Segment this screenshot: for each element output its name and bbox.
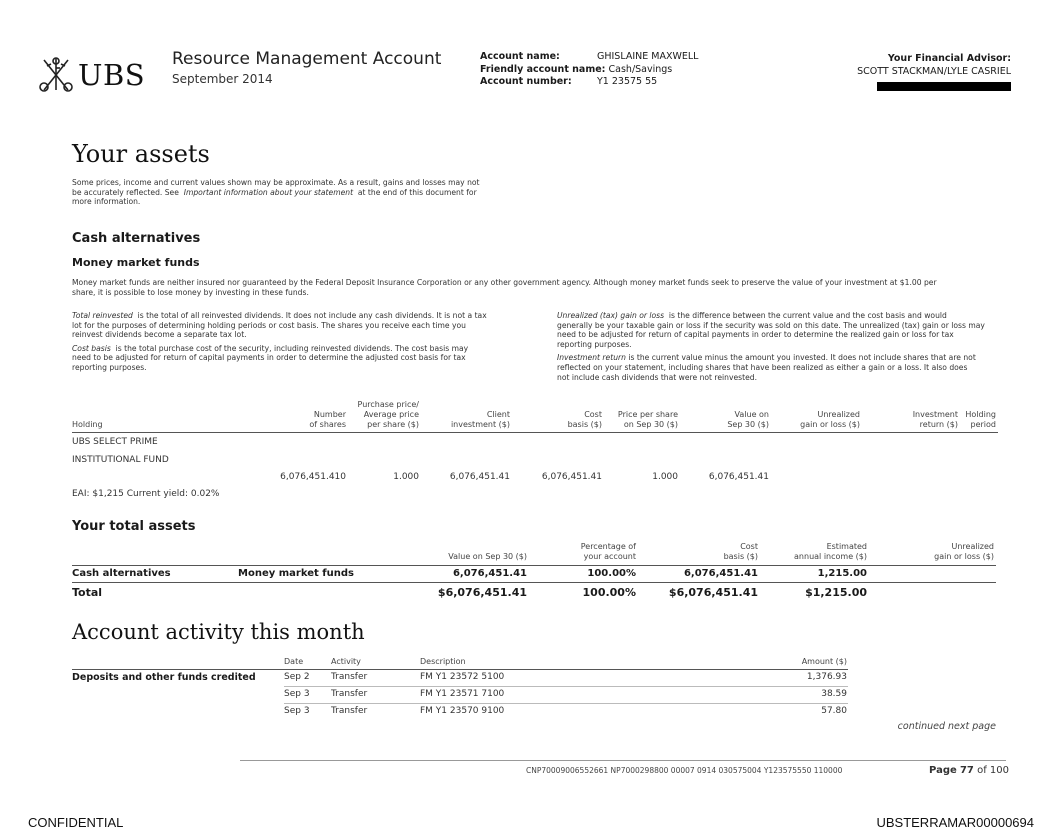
ta-row-cash-income: 1,215.00	[817, 568, 867, 579]
col-unrealized: Unrealized gain or loss ($)	[800, 410, 860, 429]
act-col-description: Description	[420, 657, 466, 666]
act-row-2-activity: Transfer	[331, 689, 368, 699]
confidential-stamp: CONFIDENTIAL	[28, 815, 124, 830]
act-row-3-description: FM Y1 23570 9100	[420, 706, 505, 716]
ta-row-cash-pct: 100.00%	[587, 568, 636, 579]
ta-total-value: $6,076,451.41	[437, 586, 527, 599]
holding-client-investment: 6,076,451.41	[449, 472, 510, 482]
ta-header-rule	[72, 565, 996, 566]
definitions-right	[557, 311, 1002, 382]
activity-title: Account activity this month	[72, 620, 365, 644]
col-investment-return: Investment return ($)	[912, 410, 958, 429]
ta-row-cash-sub: Money market funds	[238, 568, 354, 579]
ta-total-label: Total	[72, 586, 103, 599]
activity-header-rule	[72, 669, 848, 670]
ta-col-income: Estimated annual income ($)	[794, 542, 867, 561]
friendly-name-value: Cash/Savings	[608, 63, 673, 75]
bates-number: UBSTERRAMAR00000694	[876, 815, 1034, 830]
def-investment-return: Investment return is the current value minus the amount you invested. It does not include shares that are not reflected on your statement, including shares that have been realized as either a gain or a loss. It also does not include cash dividends that were not reinvested.	[557, 353, 976, 382]
act-row-1-date: Sep 2	[284, 672, 310, 682]
col-value: Value on Sep 30 ($)	[727, 410, 769, 429]
holding-cost-basis: 6,076,451.41	[541, 472, 602, 482]
account-number-label: Account number:	[480, 76, 572, 87]
friendly-name-label: Friendly account name:	[480, 63, 606, 75]
important-info-link[interactable]: Important information about your statement	[183, 187, 354, 197]
ta-col-cost: Cost basis ($)	[723, 542, 758, 561]
ta-total-cost: $6,076,451.41	[668, 586, 758, 599]
holding-shares: 6,076,451.410	[280, 472, 346, 482]
page-number: 77	[959, 765, 974, 776]
holdings-header-rule	[72, 432, 998, 433]
act-row-2-description: FM Y1 23571 7100	[420, 689, 505, 699]
act-row-2-date: Sep 3	[284, 689, 310, 699]
ta-total-income: $1,215.00	[805, 586, 867, 599]
col-cost-basis: Cost basis ($)	[567, 410, 602, 429]
def-cost-basis: Cost basis is the total purchase cost of the security, including reinvested dividends. The cost basis may need to be adjusted for return of capital payments in order to determine the adjusted cost basis for tax reporting purposes.	[72, 343, 469, 372]
act-row-1-amount: 1,376.93	[806, 672, 847, 682]
account-info	[480, 51, 698, 89]
col-client-investment: Client investment ($)	[450, 410, 510, 429]
logo-text: UBS	[78, 58, 146, 92]
money-market-note: Money market funds are neither insured nor guaranteed by the Federal Deposit Insurance Corporation or any other government agency. Although money market funds seek to preserve the value of your investment at $1.00 per share, it is possible to lose money by investing in these funds.	[72, 278, 937, 297]
col-holding-period: Holding period	[965, 410, 996, 429]
ta-total-pct: 100.00%	[582, 586, 636, 599]
act-row-2-amount: 38.59	[821, 689, 847, 699]
advisor-label: Your Financial Advisor:	[887, 53, 1011, 64]
col-shares: Number of shares	[309, 410, 346, 429]
ta-row-rule	[72, 582, 996, 583]
ta-col-unrealized: Unrealized gain or loss ($)	[934, 542, 994, 561]
ta-col-percentage: Percentage of your account	[580, 542, 636, 561]
holding-price-per-share: 1.000	[652, 472, 678, 482]
holding-name-2: INSTITUTIONAL FUND	[72, 455, 169, 465]
total-assets-title: Your total assets	[72, 519, 196, 534]
holding-name-1: UBS SELECT PRIME	[72, 437, 158, 447]
act-row-1-description: FM Y1 23572 5100	[420, 672, 505, 682]
footer-code: CNP70009006552661 NP7000298800 00007 0914 030575004 Y123575550 110000	[526, 766, 843, 775]
ta-row-cash-label: Cash alternatives	[72, 568, 171, 579]
act-section-label: Deposits and other funds credited	[72, 672, 256, 683]
ta-row-cash-cost: 6,076,451.41	[683, 568, 758, 579]
col-price-per-share: Price per share on Sep 30 ($)	[617, 410, 678, 429]
act-col-amount: Amount ($)	[801, 657, 847, 666]
holding-value: 6,076,451.41	[708, 472, 769, 482]
act-row-1-rule	[284, 686, 848, 687]
statement-title: Resource Management Account	[172, 49, 442, 69]
ta-row-cash-value: 6,076,451.41	[452, 568, 527, 579]
definitions-left	[72, 311, 512, 373]
footer-rule	[240, 760, 1006, 761]
statement-period: September 2014	[172, 72, 273, 86]
holding-avg-price: 1.000	[393, 472, 419, 482]
holding-eai: EAI: $1,215 Current yield: 0.02%	[72, 489, 220, 499]
act-row-3-activity: Transfer	[331, 706, 368, 716]
page-indicator	[929, 765, 1009, 776]
advisor-info	[857, 52, 1011, 78]
advisor-name: SCOTT STACKMAN/LYLE CASRIEL	[857, 66, 1011, 77]
account-number-value: Y1 23575 55	[597, 76, 658, 87]
account-name-value: GHISLAINE MAXWELL	[597, 51, 699, 62]
continued-note: continued next page	[897, 721, 996, 732]
redaction-bar	[877, 82, 1011, 91]
page-label: Page	[929, 765, 957, 776]
def-total-reinvested: Total reinvested is the total of all reinvested dividends. It does not include any cash dividends. It is not a tax lot for the purposes of determining holding periods or cost basis. The shares you receive each time you reinvest dividends become a separate tax lot.	[72, 311, 487, 340]
ta-col-value: Value on Sep 30 ($)	[448, 552, 527, 561]
col-holding: Holding	[72, 420, 103, 429]
col-avg-price: Purchase price/ Average price per share ($)	[357, 400, 419, 429]
page-total: 100	[989, 765, 1009, 776]
ubs-logo	[38, 54, 148, 96]
act-row-3-amount: 57.80	[821, 706, 847, 716]
act-row-2-rule	[284, 703, 848, 704]
assets-title: Your assets	[72, 140, 210, 168]
act-row-3-date: Sep 3	[284, 706, 310, 716]
act-col-activity: Activity	[331, 657, 361, 666]
act-row-1-activity: Transfer	[331, 672, 368, 682]
def-unrealized: Unrealized (tax) gain or loss is the difference between the current value and the cost basis and would generally be your taxable gain or loss if the security was sold on this date. The unrealized (tax) gain or loss may need to be adjusted for return of capital payments in order to determine the realized gain or loss for tax reporting purposes.	[557, 311, 985, 349]
assets-intro: Some prices, income and current values shown may be approximate. As a result, gains and losses may not be accurately reflected. See Important information about your statement at the end of this document for more information.	[72, 178, 480, 207]
page-of: of	[977, 765, 987, 776]
keys-emblem-icon	[38, 56, 74, 94]
cash-alternatives-heading: Cash alternatives	[72, 231, 201, 246]
account-name-label: Account name:	[480, 51, 560, 62]
money-market-heading: Money market funds	[72, 256, 200, 269]
act-col-date: Date	[284, 657, 304, 666]
